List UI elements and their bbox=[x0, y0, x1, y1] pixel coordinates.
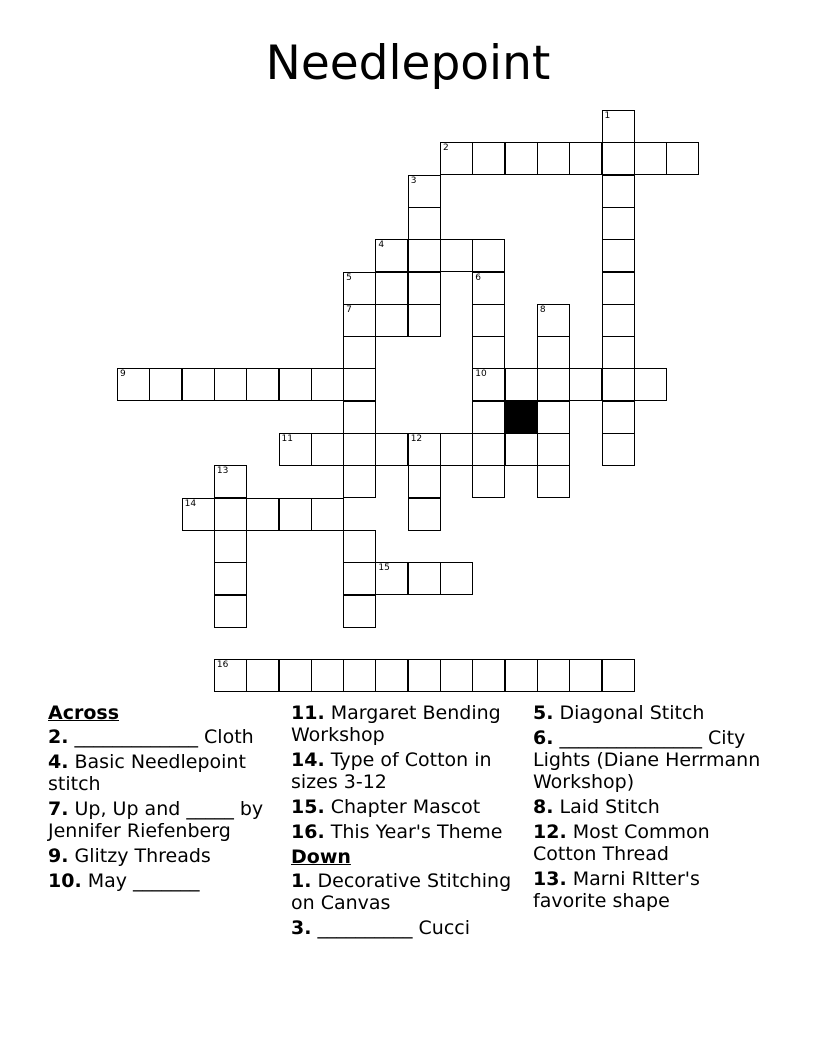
clue-number: 1 bbox=[604, 111, 611, 121]
grid-cell[interactable] bbox=[375, 272, 408, 305]
grid-cell[interactable] bbox=[375, 562, 408, 595]
grid-cell[interactable] bbox=[634, 142, 667, 175]
grid-cell[interactable] bbox=[440, 142, 473, 175]
clue-number: 7 bbox=[346, 304, 352, 315]
clue-number: 15 bbox=[378, 563, 390, 574]
clue-number-label: 8. bbox=[533, 796, 554, 818]
down-heading: Down bbox=[291, 846, 351, 868]
grid-cell[interactable] bbox=[343, 401, 376, 434]
clue-number-label: 2. bbox=[48, 726, 69, 748]
grid-cell[interactable] bbox=[602, 239, 635, 272]
grid-cell[interactable] bbox=[440, 659, 473, 692]
clue-text: Type of Cotton in sizes 3-12 bbox=[291, 749, 492, 793]
grid-cell[interactable] bbox=[343, 659, 376, 692]
clue-number: 10 bbox=[475, 369, 487, 380]
grid-cell[interactable] bbox=[472, 659, 505, 692]
grid-cell[interactable] bbox=[602, 272, 635, 305]
clue-number: 6 bbox=[475, 272, 482, 283]
grid-cell[interactable] bbox=[472, 368, 505, 401]
grid-cell[interactable] bbox=[602, 659, 635, 692]
clue-item bbox=[533, 821, 763, 865]
clue-number-label: 4. bbox=[48, 751, 69, 773]
clues-column-1 bbox=[48, 702, 284, 895]
clue-text: _____________ Cloth bbox=[68, 726, 254, 748]
grid-cell[interactable] bbox=[602, 336, 635, 369]
clue-number: 13 bbox=[216, 466, 229, 477]
grid-cell[interactable] bbox=[408, 272, 441, 305]
grid-cell[interactable] bbox=[343, 336, 376, 369]
grid-cell[interactable] bbox=[472, 272, 505, 305]
grid-cell[interactable] bbox=[246, 659, 279, 692]
clue-text: Marni RItter's favorite shape bbox=[533, 868, 700, 912]
clue-text: May _______ bbox=[81, 870, 200, 892]
grid-cell[interactable] bbox=[602, 142, 635, 175]
grid-cell[interactable] bbox=[214, 530, 247, 563]
grid-cell[interactable] bbox=[569, 368, 602, 401]
grid-cell[interactable] bbox=[472, 336, 505, 369]
clue-number-label: 7. bbox=[48, 798, 69, 820]
grid-cell[interactable] bbox=[279, 498, 312, 531]
grid-cell[interactable] bbox=[343, 304, 376, 337]
grid-cell[interactable] bbox=[375, 304, 408, 337]
grid-cell[interactable] bbox=[472, 142, 505, 175]
grid-cell[interactable] bbox=[311, 433, 344, 466]
grid-cell[interactable] bbox=[343, 433, 376, 466]
clue-number-label: 14. bbox=[291, 749, 325, 771]
clue-text: Glitzy Threads bbox=[68, 845, 211, 867]
clue-item bbox=[48, 845, 284, 867]
grid-cell[interactable] bbox=[343, 272, 376, 305]
grid-cell[interactable] bbox=[537, 659, 570, 692]
clue-number: 11 bbox=[281, 434, 293, 444]
grid-cell[interactable] bbox=[408, 175, 441, 208]
clue-number: 2 bbox=[443, 143, 449, 154]
grid-cell[interactable] bbox=[375, 433, 408, 466]
down-clue-list-continued bbox=[533, 702, 763, 912]
grid-cell[interactable] bbox=[408, 239, 441, 272]
grid-cell[interactable] bbox=[602, 433, 635, 466]
clue-text: Margaret Bending Workshop bbox=[291, 702, 501, 746]
clues-column-2 bbox=[291, 702, 525, 942]
grid-cell[interactable] bbox=[117, 368, 150, 401]
clue-item bbox=[291, 870, 525, 914]
grid-cell[interactable] bbox=[537, 401, 570, 434]
clue-text: Most Common Cotton Thread bbox=[533, 821, 710, 865]
grid-cell[interactable] bbox=[408, 304, 441, 337]
grid-cell[interactable] bbox=[472, 401, 505, 434]
grid-cell[interactable] bbox=[149, 368, 182, 401]
grid-cell[interactable] bbox=[408, 207, 441, 240]
clue-text: __________ Cucci bbox=[311, 917, 471, 939]
clue-number: 16 bbox=[216, 660, 229, 671]
grid-cell[interactable] bbox=[537, 368, 570, 401]
grid-cell[interactable] bbox=[375, 659, 408, 692]
grid-cell[interactable] bbox=[408, 562, 441, 595]
clues-column-3 bbox=[533, 702, 763, 915]
grid-cell[interactable] bbox=[279, 368, 312, 401]
grid-cell[interactable] bbox=[472, 304, 505, 337]
grid-cell[interactable] bbox=[343, 368, 376, 401]
grid-cell[interactable] bbox=[343, 530, 376, 563]
grid-cell[interactable] bbox=[634, 368, 667, 401]
grid-cell[interactable] bbox=[214, 562, 247, 595]
grid-cell[interactable] bbox=[214, 465, 247, 498]
grid-cell[interactable] bbox=[505, 368, 538, 401]
grid-cell[interactable] bbox=[537, 304, 570, 337]
clue-number-label: 3. bbox=[291, 917, 312, 939]
clue-item bbox=[291, 749, 525, 793]
grid-cell[interactable] bbox=[214, 659, 247, 692]
clue-number-label: 15. bbox=[291, 796, 325, 818]
grid-cell[interactable] bbox=[408, 465, 441, 498]
grid-cell[interactable] bbox=[408, 659, 441, 692]
grid-cell[interactable] bbox=[537, 336, 570, 369]
grid-cell[interactable] bbox=[537, 142, 570, 175]
grid-cell[interactable] bbox=[472, 433, 505, 466]
grid-cell[interactable] bbox=[569, 142, 602, 175]
grid-cell[interactable] bbox=[182, 498, 215, 531]
grid-cell[interactable] bbox=[602, 207, 635, 240]
clue-item bbox=[291, 796, 525, 818]
grid-cell[interactable] bbox=[602, 304, 635, 337]
grid-cell[interactable] bbox=[666, 142, 699, 175]
grid-cell[interactable] bbox=[472, 465, 505, 498]
clue-item bbox=[48, 726, 284, 748]
grid-cell[interactable] bbox=[279, 659, 312, 692]
clue-number-label: 12. bbox=[533, 821, 567, 843]
grid-cell[interactable] bbox=[343, 595, 376, 628]
clue-text: Basic Needlepoint stitch bbox=[48, 751, 246, 795]
clue-item bbox=[291, 821, 525, 843]
clue-text: Chapter Mascot bbox=[324, 796, 481, 818]
grid-cell[interactable] bbox=[440, 433, 473, 466]
grid-cell[interactable] bbox=[182, 368, 215, 401]
clue-text: _______________ City Lights (Diane Herrmann Workshop) bbox=[533, 727, 761, 793]
grid-cell[interactable] bbox=[311, 368, 344, 401]
clue-number-label: 5. bbox=[533, 702, 554, 724]
clue-number-label: 16. bbox=[291, 821, 325, 843]
clue-text: Laid Stitch bbox=[553, 796, 660, 818]
clue-item bbox=[48, 798, 284, 842]
clue-number-label: 11. bbox=[291, 702, 325, 724]
grid-cell[interactable] bbox=[569, 659, 602, 692]
black-cell bbox=[505, 401, 538, 434]
clue-text: This Year's Theme bbox=[324, 821, 503, 843]
clue-item bbox=[533, 727, 763, 793]
clue-text: Diagonal Stitch bbox=[553, 702, 705, 724]
clue-item bbox=[291, 702, 525, 746]
grid-cell[interactable] bbox=[440, 239, 473, 272]
puzzle-title: Needlepoint bbox=[265, 36, 551, 91]
grid-cell[interactable] bbox=[311, 659, 344, 692]
grid-cell[interactable] bbox=[214, 368, 247, 401]
grid-cell[interactable] bbox=[279, 433, 312, 466]
grid-cell[interactable] bbox=[311, 498, 344, 531]
grid-cell[interactable] bbox=[602, 175, 635, 208]
clue-number: 5 bbox=[346, 272, 352, 283]
clue-number: 4 bbox=[378, 240, 385, 251]
clue-item bbox=[48, 751, 284, 795]
clue-number-label: 9. bbox=[48, 845, 69, 867]
clue-number: 9 bbox=[120, 369, 126, 380]
clue-number: 3 bbox=[410, 175, 417, 186]
clue-item bbox=[533, 796, 763, 818]
grid-cell[interactable] bbox=[537, 465, 570, 498]
clue-item bbox=[533, 702, 763, 724]
down-clue-list bbox=[291, 870, 525, 939]
grid-cell[interactable] bbox=[246, 368, 279, 401]
grid-cell[interactable] bbox=[246, 498, 279, 531]
clue-item bbox=[291, 917, 525, 939]
clue-number: 12 bbox=[410, 434, 423, 444]
grid-cell[interactable] bbox=[602, 401, 635, 434]
clue-number-label: 13. bbox=[533, 868, 567, 890]
grid-cell[interactable] bbox=[537, 433, 570, 466]
grid-cell[interactable] bbox=[343, 562, 376, 595]
clue-item bbox=[48, 870, 284, 892]
grid-cell[interactable] bbox=[472, 239, 505, 272]
grid-cell[interactable] bbox=[440, 562, 473, 595]
across-heading: Across bbox=[48, 702, 120, 724]
grid-cell[interactable] bbox=[214, 595, 247, 628]
grid-cell[interactable] bbox=[505, 142, 538, 175]
clue-number: 8 bbox=[539, 304, 546, 315]
across-clue-list-continued bbox=[291, 702, 525, 843]
clue-number-label: 1. bbox=[291, 870, 312, 892]
grid-cell[interactable] bbox=[343, 465, 376, 498]
clue-text: Up, Up and _____ by Jennifer Riefenberg bbox=[48, 798, 264, 842]
clue-text: Decorative Stitching on Canvas bbox=[291, 870, 512, 914]
clue-number-label: 6. bbox=[533, 727, 554, 749]
grid-cell[interactable] bbox=[408, 498, 441, 531]
grid-cell[interactable] bbox=[602, 110, 635, 143]
grid-cell[interactable] bbox=[602, 368, 635, 401]
grid-cell[interactable] bbox=[505, 659, 538, 692]
grid-cell[interactable] bbox=[214, 498, 247, 531]
across-clue-list bbox=[48, 726, 284, 892]
grid-cell[interactable] bbox=[408, 433, 441, 466]
clue-number: 14 bbox=[184, 498, 197, 509]
grid-cell[interactable] bbox=[505, 433, 538, 466]
grid-cell[interactable] bbox=[375, 239, 408, 272]
clue-item bbox=[533, 868, 763, 912]
clue-number-label: 10. bbox=[48, 870, 82, 892]
